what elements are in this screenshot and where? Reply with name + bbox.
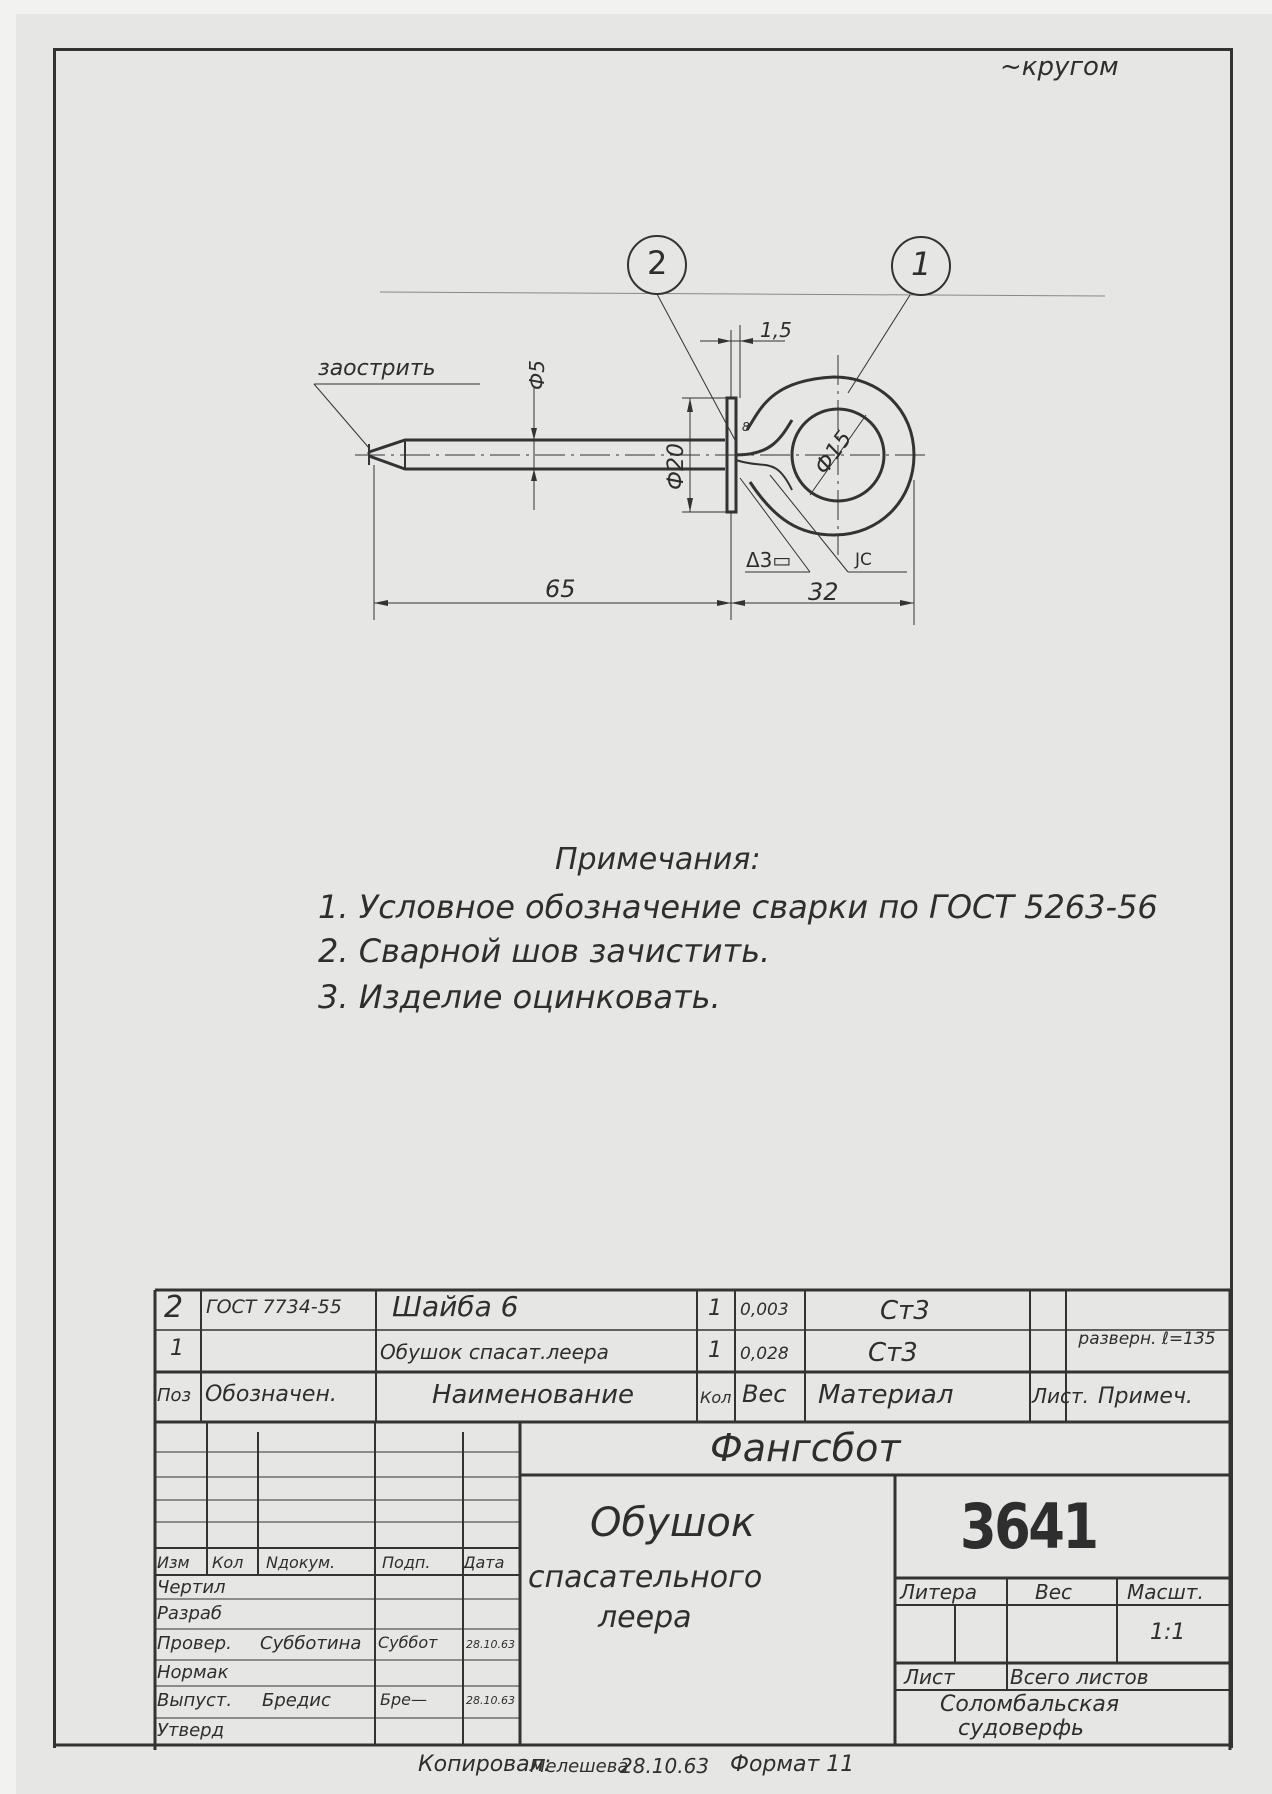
checked-by-name: Субботина bbox=[260, 1633, 362, 1654]
surface-finish-note: ~кругом bbox=[1000, 52, 1119, 82]
spec-header-material: Материал bbox=[818, 1380, 954, 1410]
released-by-name: Бредис bbox=[262, 1690, 331, 1711]
dia-eye-label: Ф15 bbox=[810, 426, 858, 480]
drawing-title-line2: спасательного bbox=[528, 1560, 763, 1595]
washer-thickness-label: 1,5 bbox=[760, 318, 792, 342]
spec-header-designation: Обозначен. bbox=[205, 1382, 337, 1407]
spec-row-1-name: Обушок спасат.леера bbox=[380, 1340, 609, 1364]
dia-washer-label: Ф20 bbox=[664, 443, 689, 490]
sharpen-label: заострить bbox=[318, 356, 436, 381]
weld-symbol-fillet: Δ3▭ bbox=[746, 548, 792, 572]
spec-row-1-material: Ст3 bbox=[868, 1338, 918, 1368]
note-item: 1. Условное обозначение сварки по ГОСТ 5263-56 bbox=[318, 888, 1158, 926]
spec-header-qty: Кол bbox=[700, 1388, 732, 1407]
copied-label: Копировал: bbox=[418, 1752, 552, 1777]
spec-row-2-qty: 1 bbox=[708, 1296, 722, 1321]
spec-header-sheet: Лист. bbox=[1032, 1384, 1090, 1408]
drawing-number: 3641 bbox=[960, 1490, 1097, 1563]
spec-row-2-name: Шайба 6 bbox=[392, 1290, 519, 1323]
released-signature: Бре— bbox=[380, 1690, 427, 1709]
weld-mark: 8 bbox=[742, 420, 750, 434]
eye-length-label: 32 bbox=[808, 578, 839, 606]
spec-row-1-qty: 1 bbox=[708, 1338, 722, 1363]
role-norm-control: Нормак bbox=[157, 1662, 229, 1683]
total-sheets-label: Всего листов bbox=[1010, 1665, 1149, 1689]
spec-header-pos: Поз bbox=[157, 1385, 192, 1406]
weight-label: Вес bbox=[1035, 1580, 1073, 1604]
role-developed: Разраб bbox=[157, 1603, 223, 1624]
scale-label: Масшт. bbox=[1127, 1580, 1204, 1604]
rev-header-izm: Изм bbox=[157, 1553, 190, 1572]
spec-row-2-pos: 2 bbox=[164, 1290, 184, 1325]
note-item: 3. Изделие оцинковать. bbox=[318, 978, 721, 1016]
org-line2: судоверфь bbox=[958, 1716, 1085, 1741]
spec-header-name: Наименование bbox=[432, 1380, 635, 1410]
project-name: Фангсбот bbox=[710, 1426, 901, 1470]
notes-title: Примечания: bbox=[555, 842, 761, 877]
spec-row-2-material: Ст3 bbox=[880, 1296, 930, 1326]
drawing-title-line3: леера bbox=[598, 1600, 692, 1635]
copied-date: 28.10.63 bbox=[620, 1754, 710, 1778]
rev-header-kol: Кол bbox=[212, 1553, 244, 1572]
spec-row-2-designation: ГОСТ 7734-55 bbox=[206, 1296, 342, 1318]
scale-value: 1:1 bbox=[1150, 1620, 1186, 1645]
spec-row-1-pos: 1 bbox=[170, 1336, 184, 1361]
role-released: Выпуст. bbox=[157, 1690, 233, 1711]
spec-row-1-note: разверн. ℓ=135 bbox=[1078, 1329, 1216, 1349]
callout-2-label: 2 bbox=[647, 244, 668, 282]
checked-date: 28.10.63 bbox=[466, 1638, 515, 1651]
role-checked: Провер. bbox=[157, 1633, 232, 1654]
spec-row-1-weight: 0,028 bbox=[740, 1344, 789, 1364]
rev-header-ndok: Nдокум. bbox=[266, 1553, 336, 1572]
weld-symbol-butt: JC bbox=[855, 550, 872, 570]
role-drafted: Чертил bbox=[157, 1577, 226, 1598]
dia-shaft-label: Ф5 bbox=[525, 360, 549, 390]
format-label: Формат 11 bbox=[730, 1752, 855, 1777]
copied-by: Мелешева bbox=[530, 1756, 629, 1777]
checked-signature: Суббот bbox=[378, 1633, 438, 1652]
spec-header-note: Примеч. bbox=[1098, 1384, 1193, 1409]
spec-row-2-weight: 0,003 bbox=[740, 1300, 789, 1320]
rev-header-data: Дата bbox=[463, 1553, 505, 1572]
rev-header-podp: Подп. bbox=[382, 1553, 431, 1572]
sheet-label: Лист bbox=[904, 1665, 955, 1689]
org-line1: Соломбальская bbox=[940, 1692, 1120, 1717]
released-date: 28.10.63 bbox=[466, 1694, 515, 1707]
callout-1-label: 1 bbox=[911, 245, 932, 283]
drawing-title-line1: Обушок bbox=[590, 1500, 756, 1546]
role-approved: Утверд bbox=[157, 1720, 225, 1741]
note-item: 2. Сварной шов зачистить. bbox=[318, 932, 771, 970]
shaft-length-label: 65 bbox=[545, 575, 576, 603]
spec-header-weight: Вес bbox=[742, 1380, 787, 1408]
litera-label: Литера bbox=[900, 1580, 977, 1604]
